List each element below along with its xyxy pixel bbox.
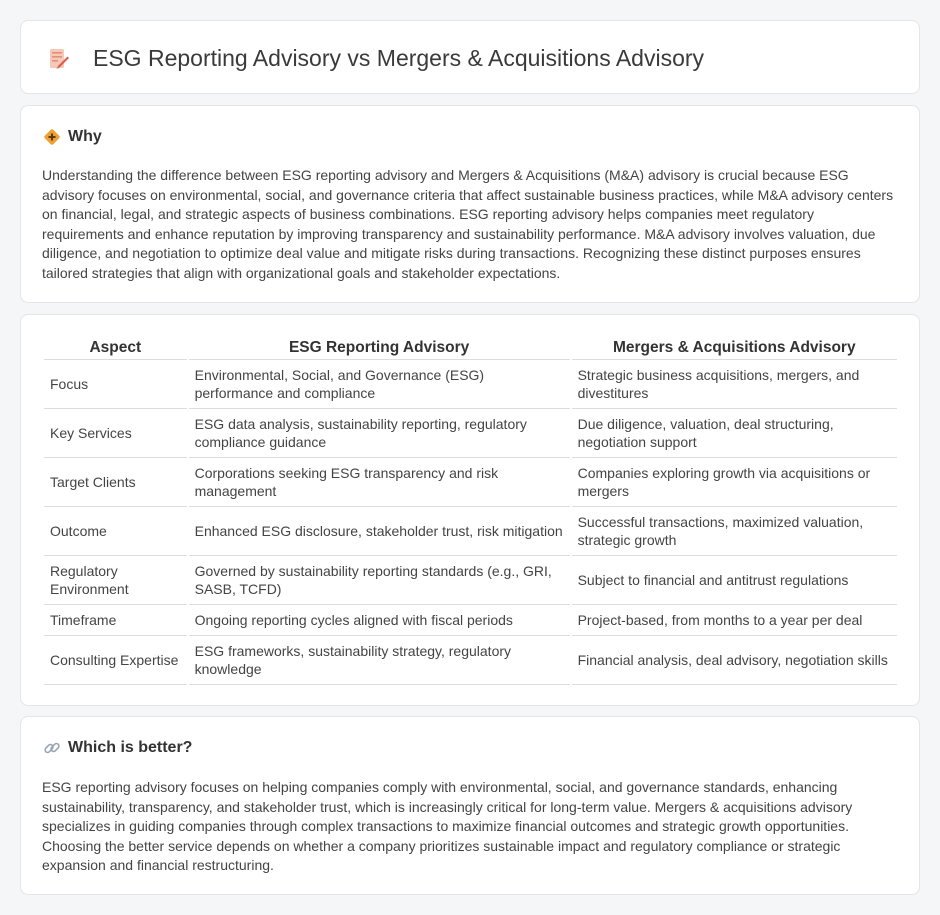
cell-esg: Corporations seeking ESG transparency and risk management xyxy=(189,458,570,507)
header-card xyxy=(20,20,920,94)
cell-aspect: Key Services xyxy=(44,409,187,458)
header-row xyxy=(47,45,704,72)
cell-esg: ESG frameworks, sustainability strategy, regulatory knowledge xyxy=(189,636,570,685)
table-row xyxy=(44,556,897,605)
better-title: Which is better? xyxy=(68,739,193,756)
cell-ma: Due diligence, valuation, deal structuring, negotiation support xyxy=(572,409,897,458)
link-icon xyxy=(43,739,61,757)
cell-ma: Successful transactions, maximized valuation, strategic growth xyxy=(572,507,897,556)
cell-aspect: Regulatory Environment xyxy=(44,556,187,605)
document-edit-icon xyxy=(47,47,71,71)
table-row xyxy=(44,458,897,507)
cell-esg: Ongoing reporting cycles aligned with fiscal periods xyxy=(189,605,570,636)
comparison-card xyxy=(20,314,920,706)
cell-ma: Strategic business acquisitions, mergers, and divestitures xyxy=(572,360,897,409)
why-text: Understanding the difference between ESG reporting advisory and Mergers & Acquisitions (M&A) advisory is crucial because ESG advisory focuses on environmental, social, and governance criteria that affect sustainable business practices, while M&A advisory centers on financial, legal, and strategic aspects of business combinations. ESG reporting advisory helps companies meet regulatory requirements and enhance reputation by improving transparency and sustainability performance. M&A advisory involves valuation, due diligence, and negotiation to optimize deal value and mitigate risks during transactions. Recognizing these distinct purposes ensures tailored strategies that align with organizational goals and stakeholder expectations. xyxy=(42,167,894,281)
cell-ma: Financial analysis, deal advisory, negotiation skills xyxy=(572,636,897,685)
table-row xyxy=(44,507,897,556)
cell-aspect: Consulting Expertise xyxy=(44,636,187,685)
cell-esg: Enhanced ESG disclosure, stakeholder trust, risk mitigation xyxy=(189,507,570,556)
table-row xyxy=(44,605,897,636)
which-better-card xyxy=(20,716,920,895)
cell-ma: Companies exploring growth via acquisitions or mergers xyxy=(572,458,897,507)
cell-esg: Environmental, Social, and Governance (ESG) performance and compliance xyxy=(189,360,570,409)
why-card xyxy=(20,105,920,303)
column-header-ma: Mergers & Acquisitions Advisory xyxy=(572,335,897,360)
column-header-aspect: Aspect xyxy=(44,335,187,360)
table-row xyxy=(44,636,897,685)
table-header-row xyxy=(44,335,897,360)
cell-aspect: Target Clients xyxy=(44,458,187,507)
table-row xyxy=(44,360,897,409)
page-title: ESG Reporting Advisory vs Mergers & Acquisitions Advisory xyxy=(93,45,705,71)
cell-aspect: Timeframe xyxy=(44,605,187,636)
why-header xyxy=(43,128,102,146)
cell-esg: ESG data analysis, sustainability reporting, regulatory compliance guidance xyxy=(189,409,570,458)
table-row xyxy=(44,409,897,458)
comparison-table xyxy=(42,335,899,685)
better-text: ESG reporting advisory focuses on helping companies comply with environmental, social, and governance standards, enhancing sustainability, transparency, and stakeholder trust, which is increasingly critical for long-term value. Mergers & acquisitions advisory specializes in guiding companies through complex transactions to maximize financial outcomes and strategic growth opportunities. Choosing the better service depends on whether a company prioritizes sustainable impact and regulatory compliance or strategic expansion and financial restructuring. xyxy=(42,779,853,874)
better-header xyxy=(43,739,192,757)
cell-aspect: Focus xyxy=(44,360,187,409)
diamond-warning-icon xyxy=(43,128,61,146)
why-title: Why xyxy=(68,128,102,145)
cell-esg: Governed by sustainability reporting standards (e.g., GRI, SASB, TCFD) xyxy=(189,556,570,605)
cell-ma: Subject to financial and antitrust regulations xyxy=(572,556,897,605)
column-header-esg: ESG Reporting Advisory xyxy=(189,335,570,360)
cell-ma: Project-based, from months to a year per deal xyxy=(572,605,897,636)
cell-aspect: Outcome xyxy=(44,507,187,556)
